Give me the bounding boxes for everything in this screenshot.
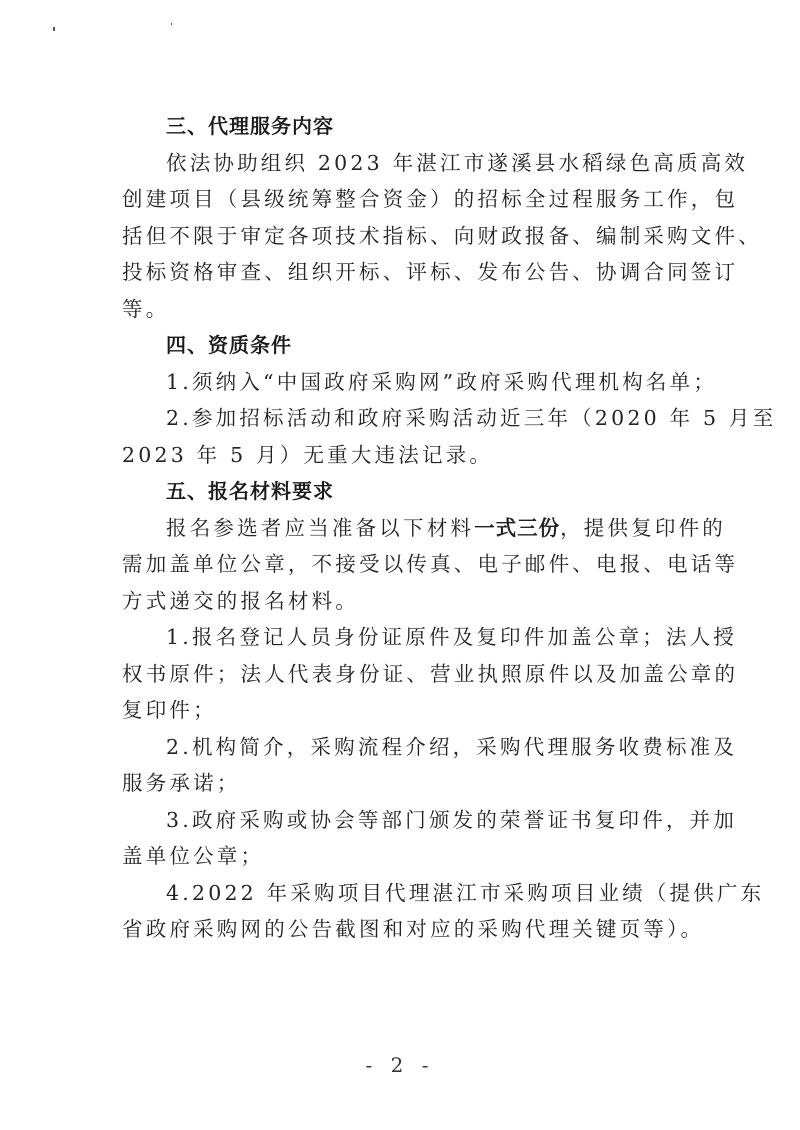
- section-heading-qualifications: 四、资质条件: [166, 333, 292, 357]
- page-number: - 2 -: [365, 1053, 435, 1077]
- text-line: 2023 年 5 月）无重大违法记录。: [122, 442, 494, 467]
- text-run: 报名参选者应当准备以下材料: [166, 515, 475, 540]
- material-item-3: [122, 802, 738, 875]
- text-line: 盖单位公章；: [122, 844, 265, 868]
- paragraph-registration-intro: [122, 510, 739, 620]
- text-line: 2.机构简介，采购流程介绍，采购代理服务收费标准及: [166, 734, 738, 759]
- text-line: 投标资格审查、组织开标、评标、发布公告、协调合同签订: [122, 260, 739, 284]
- text-line: 权书原件；法人代表身份证、营业执照原件以及加盖公章的: [122, 661, 739, 686]
- material-item-4: [122, 875, 765, 948]
- text-line: 复印件；: [122, 698, 217, 722]
- section-heading-service-content: 三、代理服务内容: [166, 114, 334, 138]
- text-line: 等。: [122, 296, 170, 321]
- text-line: 1.报名登记人员身份证原件及复印件加盖公章；法人授: [166, 625, 738, 649]
- material-item-1: [122, 619, 739, 729]
- text-run: ，提供复印件的: [560, 515, 727, 540]
- text-line: 省政府采购网的公告截图和对应的采购代理关键页等）。: [122, 917, 705, 941]
- section-heading-registration-materials: 五、报名材料要求: [166, 479, 334, 503]
- qualification-item-1: 1.须纳入“中国政府采购网”政府采购代理机构名单；: [166, 369, 718, 394]
- text-line: 需加盖单位公章，不接受以传真、电子邮件、电报、电话等: [122, 552, 739, 576]
- text-line: 4.2022 年采购项目代理湛江市采购项目业绩（提供广东: [166, 880, 765, 905]
- text-line: 括但不限于审定各项技术指标、向财政报备、编制采购文件、: [122, 223, 762, 248]
- text-line: 服务承诺；: [122, 771, 241, 795]
- scan-speck: [171, 23, 172, 25]
- text-line: 2.参加招标活动和政府采购活动近三年（2020 年 5 月至: [166, 406, 777, 430]
- paragraph-service-content: [122, 145, 762, 328]
- scan-speck: [53, 27, 55, 31]
- text-line: 方式递交的报名材料。: [122, 588, 359, 613]
- emphasis-three-copies: 一式三份: [474, 515, 561, 540]
- text-line: 3.政府采购或协会等部门颁发的荣誉证书复印件，并加: [166, 807, 738, 832]
- document-body: [122, 108, 777, 948]
- text-line: 依法协助组织 2023 年湛江市遂溪县水稻绿色高质高效: [166, 150, 749, 175]
- text-line: 创建项目（县级统筹整合资金）的招标全过程服务工作，包: [122, 187, 739, 211]
- material-item-2: [122, 729, 738, 802]
- qualification-item-2: [122, 400, 777, 473]
- text-line: [122, 510, 727, 547]
